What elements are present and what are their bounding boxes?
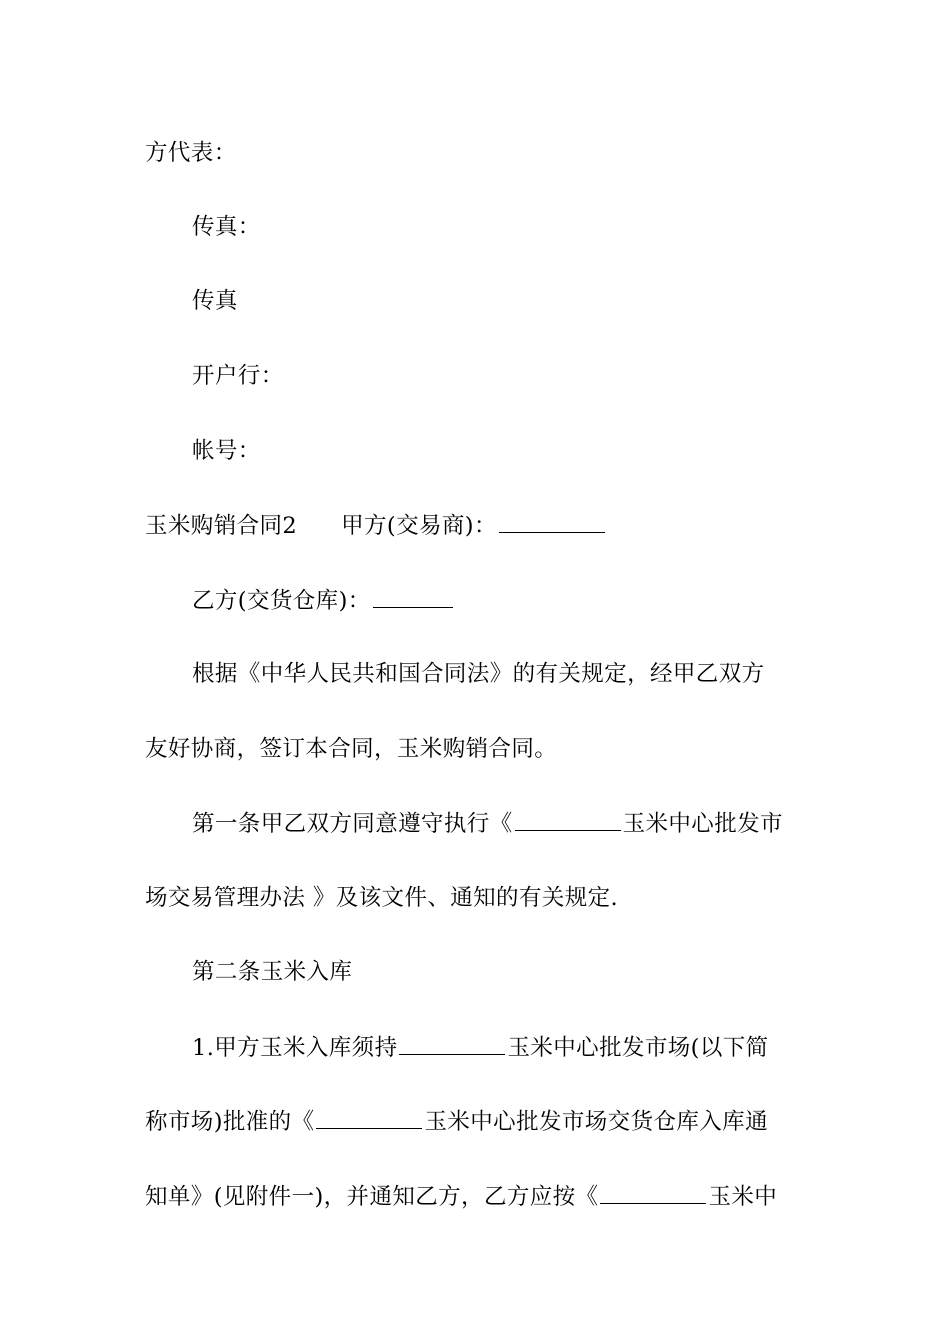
- text-line: [145, 1181, 815, 1212]
- text: 帐号：: [192, 438, 261, 464]
- text-line: [192, 361, 815, 391]
- text: 1.甲方玉米入库须持: [192, 1035, 398, 1061]
- text: 玉米中: [708, 1184, 778, 1210]
- text-line: [145, 883, 815, 913]
- section-heading: 第二条玉米入库: [192, 959, 353, 985]
- text-line: [192, 957, 815, 987]
- text: 知单》(见附件一)，并通知乙方，乙方应按《: [145, 1184, 599, 1210]
- text-line: [192, 286, 815, 316]
- fill-in-blank: [399, 1032, 505, 1055]
- text-line: [145, 734, 815, 764]
- fill-in-blank: [515, 808, 621, 831]
- text: 场交易管理办法 》及该文件、通知的有关规定.: [145, 885, 619, 911]
- fill-in-blank: [316, 1106, 422, 1129]
- text: 玉米中心批发市场(以下简: [507, 1035, 769, 1061]
- contract-heading: 玉米购销合同2: [145, 513, 298, 539]
- text-line: [192, 808, 815, 839]
- text: 甲方(交易商)：: [341, 513, 497, 539]
- fill-in-blank: [373, 585, 453, 608]
- text: 根据《中华人民共和国合同法》的有关规定，经甲乙双方: [192, 661, 765, 687]
- text-line: [145, 138, 815, 168]
- text: 称市场)批准的《: [145, 1109, 315, 1135]
- fill-in-blank: [600, 1181, 706, 1204]
- text: 玉米中心批发市: [622, 811, 783, 837]
- text: 玉米中心批发市场交货仓库入库通: [424, 1109, 768, 1135]
- text: 方代表：: [145, 140, 237, 166]
- text-line: [192, 1032, 815, 1063]
- fill-in-blank: [499, 510, 605, 533]
- text: 乙方(交货仓库)：: [192, 588, 371, 614]
- text-line: [192, 585, 815, 616]
- text: 第一条甲乙双方同意遵守执行《: [192, 811, 513, 837]
- text: 友好协商，签订本合同，玉米购销合同。: [145, 736, 558, 762]
- text-line: [145, 1106, 815, 1137]
- text: 开户行：: [192, 363, 284, 389]
- text-line: [192, 659, 815, 689]
- text: 传真：: [192, 214, 261, 240]
- text-line: [192, 212, 815, 242]
- text-line: [145, 510, 815, 541]
- text: 传真: [192, 288, 238, 314]
- text-line: [192, 436, 815, 466]
